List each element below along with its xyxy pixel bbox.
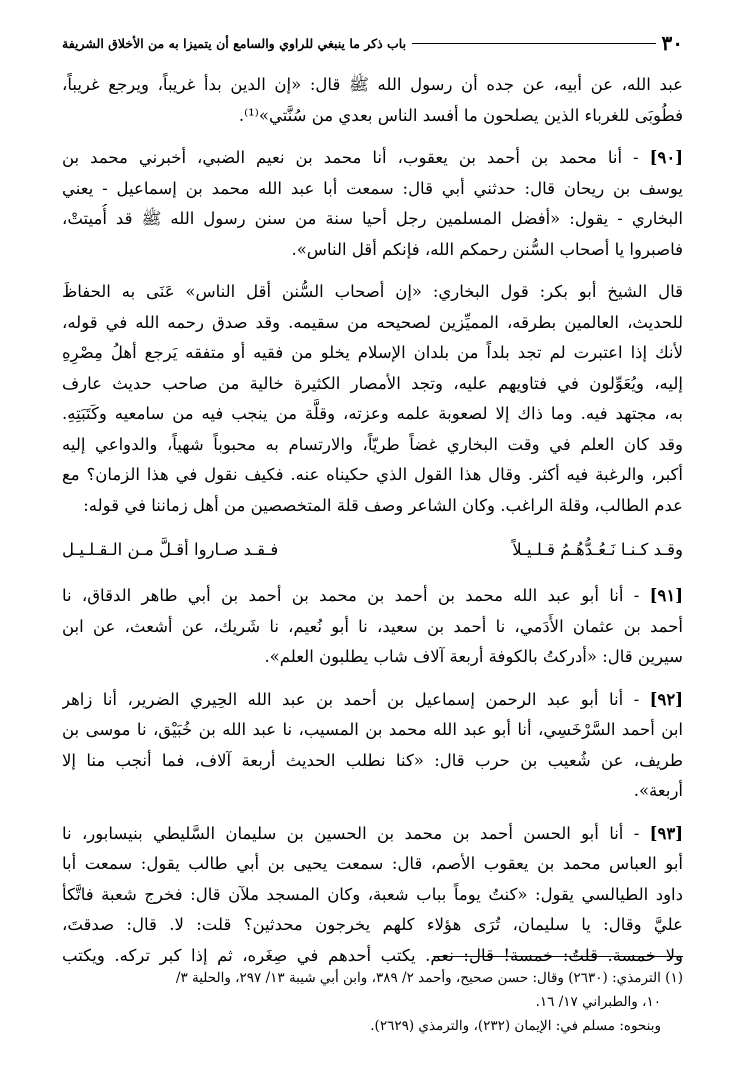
text-line: ولا خمسة. قلتُ: خمسة! قال: نعم. يكتب أحدهم في صِغَره، ثم إذا كبر تركه. ويكتب xyxy=(62,945,683,965)
text-line: فطُوبَى للغرباء الذين يصلحون ما أفسد الناس بعدي من سُنَّتي»⁽¹⁾. xyxy=(238,105,683,125)
footnote-line: (١) الترمذي: (٢٦٣٠) وقال: حسن صحيح، وأحمد ٢/ ٣٨٩، وابن أبي شيبة ١٣/ ٢٩٧، والحلية ٣/ xyxy=(175,970,683,986)
text-line: ابن أحمد السَّرْخَسِي، أنا أبو عبد الله محمد بن المسيب، نا عبد الله بن خُبَيْق، نا موسى بن xyxy=(62,720,683,739)
hadith-93 xyxy=(62,819,683,972)
text-line: البخاري - يقول: «أفضل المسلمين رجل أحيا سنة من سنن رسول الله ﷺ قد أُميتتْ، xyxy=(62,209,683,228)
text-line: فاصبروا يا أصحاب السُّنن رحمكم الله، فإنكم أقل الناس». xyxy=(291,239,683,259)
chapter-title: باب ذكر ما ينبغي للراوي والسامع أن يتميزا به من الأخلاق الشريفة xyxy=(62,35,407,51)
hadith-number: [٩٣] xyxy=(649,823,683,843)
text-line: أربعة». xyxy=(633,781,683,800)
hemistich-first: وقـد كـنـا نَـعُـدُّهُـمُ قـلـيـلاً xyxy=(512,540,683,559)
text-line: به، مجتهد فيه. وما ذاك إلا لصعوبة علمه وعزته، وقلَّة من ينجب فيه من سامعيه وكَتَبَتِهِ. xyxy=(62,404,683,423)
poem-verse xyxy=(62,533,683,567)
running-header xyxy=(62,30,683,56)
hadith-number: [٩٢] xyxy=(649,689,683,709)
text-line: داود الطيالسي يقول: «كنتُ يوماً بباب شعبة، وكان المسجد ملآن قال: فخرج شعبة فاتَّكأ xyxy=(62,884,683,904)
hadith-number: [٩٠] xyxy=(649,148,683,167)
footnotes xyxy=(62,966,683,1038)
text-line: عبد الله، عن أبيه، عن جده أن رسول الله ﷺ قال: «إن الدين بدأ غريباً، ويرجع غريباً، xyxy=(62,75,683,94)
text-line: أكبر، والرغبة فيه أكثر. وقال هذا القول الذي حكيناه عنه. فكيف نقول في هذا الزمان؟ مع xyxy=(62,465,683,484)
text-line: وقد كان العلم في وقت البخاري غضاً طريّاً، والارتسام به محبوباً شهياً، والدواعي إليه xyxy=(62,434,683,454)
hadith-91 xyxy=(62,581,683,673)
header-rule xyxy=(412,43,655,44)
text-line: أحمد بن عثمان الأَدَمي، نا أحمد بن سعيد، نا أبو نُعيم، نا شَريك، عن أشعث، عن ابن xyxy=(62,616,683,636)
text-line: لأنك إذا اعتبرت لم تجد بلداً من بلدان الإسلام يخلو من فقيه أو متفقه يَرجع أهلُ مِصْرِهِ xyxy=(62,343,683,362)
hadith-92 xyxy=(62,685,683,807)
text-line: عليَّ وقال: يا سليمان، تُرَى هؤلاء كلهم يخرجون محدثين؟ قلت: لا. قال: صدقتَ، xyxy=(62,915,683,934)
footnote-line: ١٠، والطبراني ١٧/ ١٦. xyxy=(535,994,661,1010)
text-line: سيرين قال: «أدركتُ بالكوفة أربعة آلاف شاب يطلبون العلم». xyxy=(264,647,683,666)
text-line: عدم الطالب، وقلة الراغب. وكان الشاعر وصف قلة المتخصصين من أهل زماننا في قوله: xyxy=(83,495,683,515)
footnote-line: وبنحوه: مسلم في: الإيمان (٢٣٢)، والترمذي (٢٦٢٩). xyxy=(370,1018,661,1034)
text-line: للحديث، العالمين بطرقه، المميِّزين لصحيحه من سقيمه. وقد صدق رحمه الله في قوله، xyxy=(62,312,683,332)
page-number: ٣٠ xyxy=(661,31,683,55)
text-line: - أنا أبو الحسن أحمد بن محمد بن الحسين بن سليمان السَّليطي بنيسابور، نا xyxy=(62,823,650,843)
hemistich-second: فـقـد صـاروا أقـلَّ مـن الـقـلـيـل xyxy=(62,540,279,559)
text-line: - أنا محمد بن أحمد بن يعقوب، أنا محمد بن نعيم الضبي، أخبرني محمد بن xyxy=(62,148,650,167)
paragraph xyxy=(62,70,683,131)
text-line: - أنا أبو عبد الرحمن إسماعيل بن أحمد بن عبد الله الحِيري الضرير، أنا زاهر xyxy=(62,689,650,709)
text-line: قال الشيخ أبو بكر: قول البخاري: «إن أصحاب السُّنن أقل الناس» عَنَى به الحفاظَ xyxy=(62,282,683,301)
text-line: يوسف بن ريحان قال: حدثني أبي قال: سمعت أبا عبد الله محمد بن إسماعيل - يعني xyxy=(62,178,683,198)
text-line: طريف، عن شُعيب بن حرب قال: «كنا نطلب الحديث أربعة آلاف، فما أنجب منا إلا xyxy=(62,750,683,770)
footnote-separator xyxy=(433,956,683,957)
hadith-90 xyxy=(62,143,683,265)
commentary-paragraph xyxy=(62,277,683,521)
hadith-number: [٩١] xyxy=(649,586,683,605)
text-line: - أنا أبو عبد الله محمد بن أحمد بن محمد بن أحمد بن أبي طاهر الدقاق، نا xyxy=(62,586,650,605)
text-line: إليه، ويُعَوِّلون في فتاويهم عليه، وتجد الأمصار الكثيرة خالية من صاحب حديث عارف xyxy=(62,373,683,393)
text-line: أبو العباس محمد بن يعقوب الأصم، قال: سمعت يحيى بن أبي طالب يقول: سمعت أبا xyxy=(62,854,683,873)
